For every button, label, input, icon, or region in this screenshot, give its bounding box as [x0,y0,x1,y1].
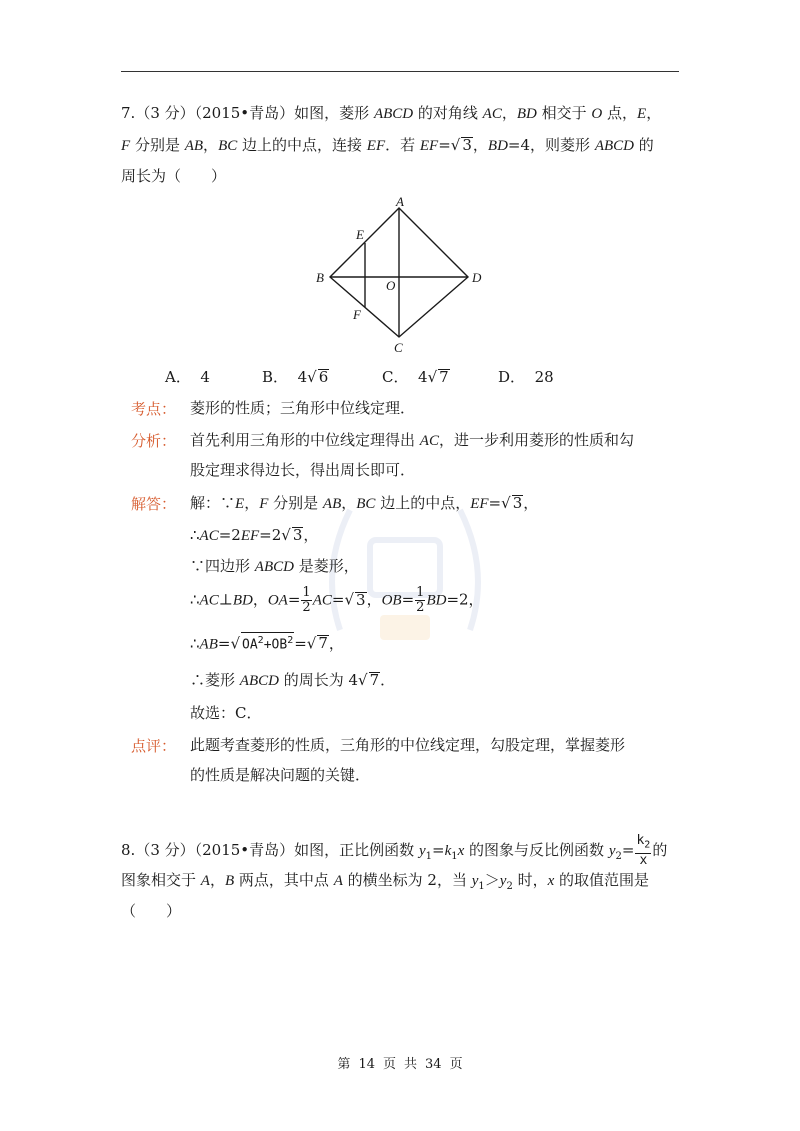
q8-line2: 图象相交于 A，B 两点，其中点 A 的横坐标为 2，当 $y_1>y_2$ 时，x 的取值范围是 [121,871,650,892]
q7-line2: F 分别是 AB，BC 边上的中点，连接 EF．若 EF=√ 3，BD=4，则菱形 ABCD 的 [121,136,654,154]
solution-line2: ∴AC=2EF=2√ 3， [190,526,319,544]
label-b: B [316,270,324,285]
solution-line5: ∴AB=√ $OA^2+OB^2=√$ 7， [190,632,344,654]
label-c: C [394,340,403,355]
q7-line3: 周长为（ ） [121,167,227,185]
fenxi-label: 分析： [131,432,177,450]
q8-line1: 8.（3 分）（2015•青岛）如图，正比例函数 $y_1=k_1x$ 的图象与反比例函数 $y_2=$ $\frac{k_2}{x}$ 的 [121,833,668,868]
dianping-line2: 的性质是解决问题的关键． [190,766,371,784]
solution-line7: 故选：C． [190,704,262,722]
solution-line4: ∴AC⊥BD，OA= $\frac{1}{2}$ AC=√ 3，OB= $\frac{1}{2}$ BD=2， [190,585,484,615]
page-number: 14 [358,1057,375,1072]
rhombus-figure [310,195,490,355]
dianping-label: 点评： [131,737,177,755]
option-d[interactable]: D． 28 [498,368,554,386]
dianping-line1: 此题考查菱形的性质，三角形的中位线定理，勾股定理，掌握菱形 [190,736,626,754]
header-rule [121,71,679,72]
option-a[interactable]: A． 4 [165,368,210,386]
label-f: F [353,307,361,322]
jieda-label: 解答： [131,495,177,513]
q8-line3: （ ） [121,902,182,920]
label-d: D [472,270,482,285]
solution-line3: ∵四边形 ABCD 是菱形， [190,557,359,575]
q7-number: 7. [121,104,136,122]
q7-line1: 7.（3 分）（2015•青岛）如图，菱形 ABCD 的对角线 AC，BD 相交于 O 点，E， [121,104,662,122]
option-c[interactable]: C． 4√ 7 [382,368,449,386]
fenxi-line2: 股定理求得边长，得出周长即可． [190,461,416,479]
kaodian-label: 考点： [131,400,177,418]
fenxi-line1: 首先利用三角形的中位线定理得出 AC，进一步利用菱形的性质和勾 [190,431,634,449]
solution-line1: 解：∵E，F 分别是 AB，BC 边上的中点，EF=√ 3， [190,494,539,512]
page-total: 34 [425,1057,442,1072]
label-a: A [396,195,404,209]
page-footer: 第 14 页 共 34 页 [337,1057,463,1072]
label-e: E [356,227,364,242]
option-b[interactable]: B． 4√ 6 [262,368,329,386]
solution-line6: ∴菱形 ABCD 的周长为 4√ 7． [190,671,396,689]
label-o: O [386,278,396,293]
kaodian-text: 菱形的性质；三角形中位线定理． [190,399,416,417]
